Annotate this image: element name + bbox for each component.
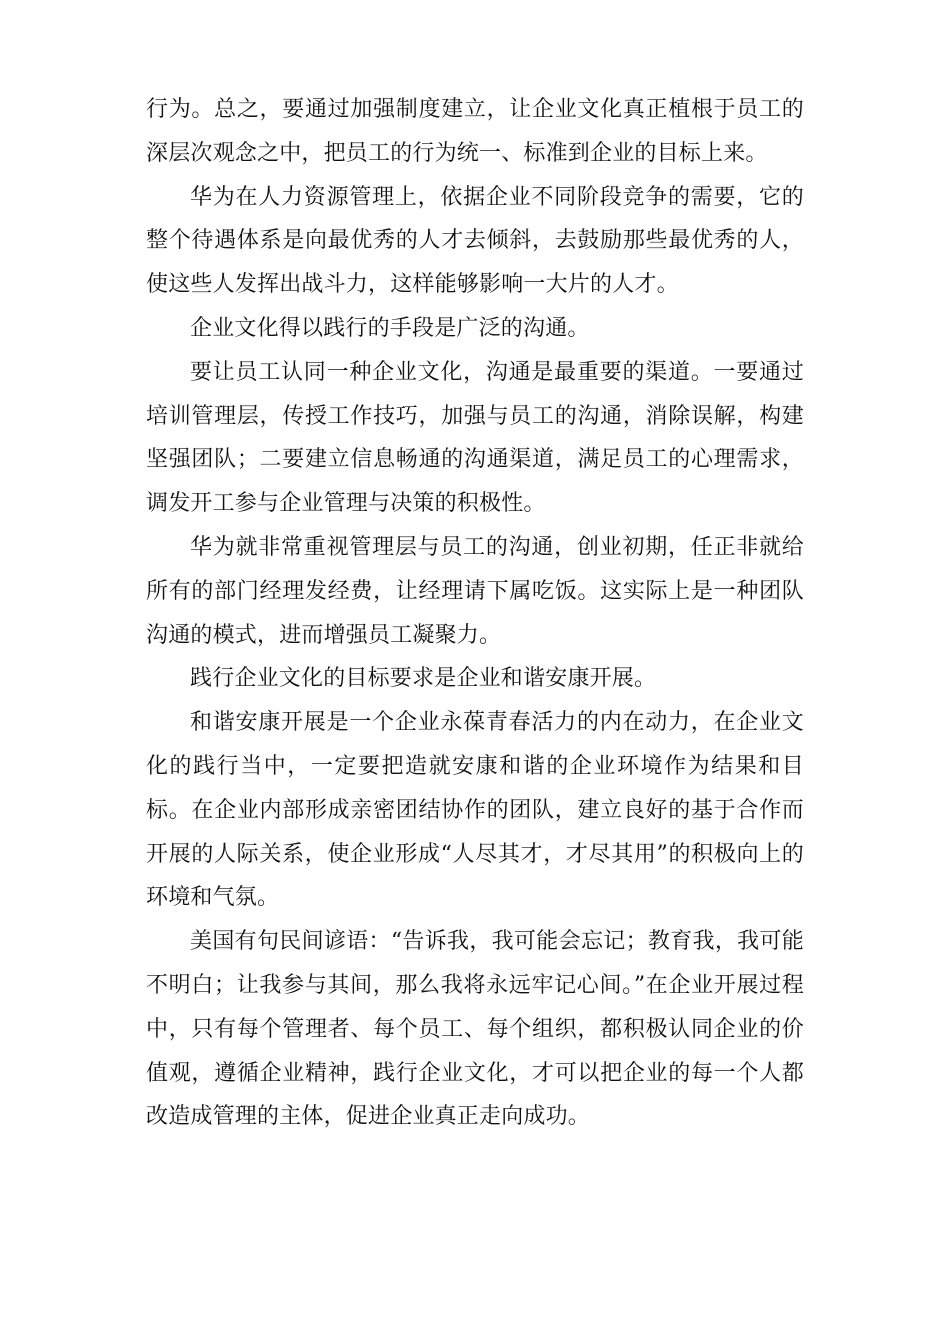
- paragraph-3: 企业文化得以践行的手段是广泛的沟通。: [190, 315, 590, 341]
- paragraph-1: 行为。总之，要通过加强制度建立，让企业文化真正植根于员工的深层次观念之中，把员工的行为统一、标准到企业的目标上来。: [146, 97, 804, 166]
- paragraph-2: 华为在人力资源管理上，依据企业不同阶段竞争的需要，它的整个待遇体系是向最优秀的人才去倾斜，去鼓励那些最优秀的人，使这些人发挥出战斗力，这样能够影响一大片的人才。: [146, 184, 804, 298]
- paragraph-6: 践行企业文化的目标要求是企业和谐安康开展。: [190, 666, 657, 692]
- paragraph-8: 美国有句民间谚语：“告诉我，我可能会忘记；教育我，我可能不明白；让我参与其间，那么我将永远牢记心间。”在企业开展过程中，只有每个管理者、每个员工、每个组织，都积极认同企业的价值观，遵循企业精神，践行企业文化，才可以把企业的每一个人都改造成管理的主体，促进企业真正走向成功。: [146, 929, 804, 1130]
- paragraph-4: 要让员工认同一种企业文化，沟通是最重要的渠道。一要通过培训管理层，传授工作技巧，加强与员工的沟通，消除误解，构建坚强团队；二要建立信息畅通的沟通渠道，满足员工的心理需求，调发开工参与企业管理与决策的积极性。: [146, 359, 804, 517]
- body-text: [146, 88, 804, 1139]
- paragraph-7: 和谐安康开展是一个企业永葆青春活力的内在动力，在企业文化的践行当中，一定要把造就安康和谐的企业环境作为结果和目标。在企业内部形成亲密团结协作的团队，建立良好的基于合作而开展的人际关系，使企业形成“人尽其才，才尽其用”的积极向上的环境和气氛。: [146, 710, 804, 911]
- paragraph-5: 华为就非常重视管理层与员工的沟通，创业初期，任正非就给所有的部门经理发经费，让经理请下属吃饭。这实际上是一种团队沟通的模式，进而增强员工凝聚力。: [146, 534, 804, 648]
